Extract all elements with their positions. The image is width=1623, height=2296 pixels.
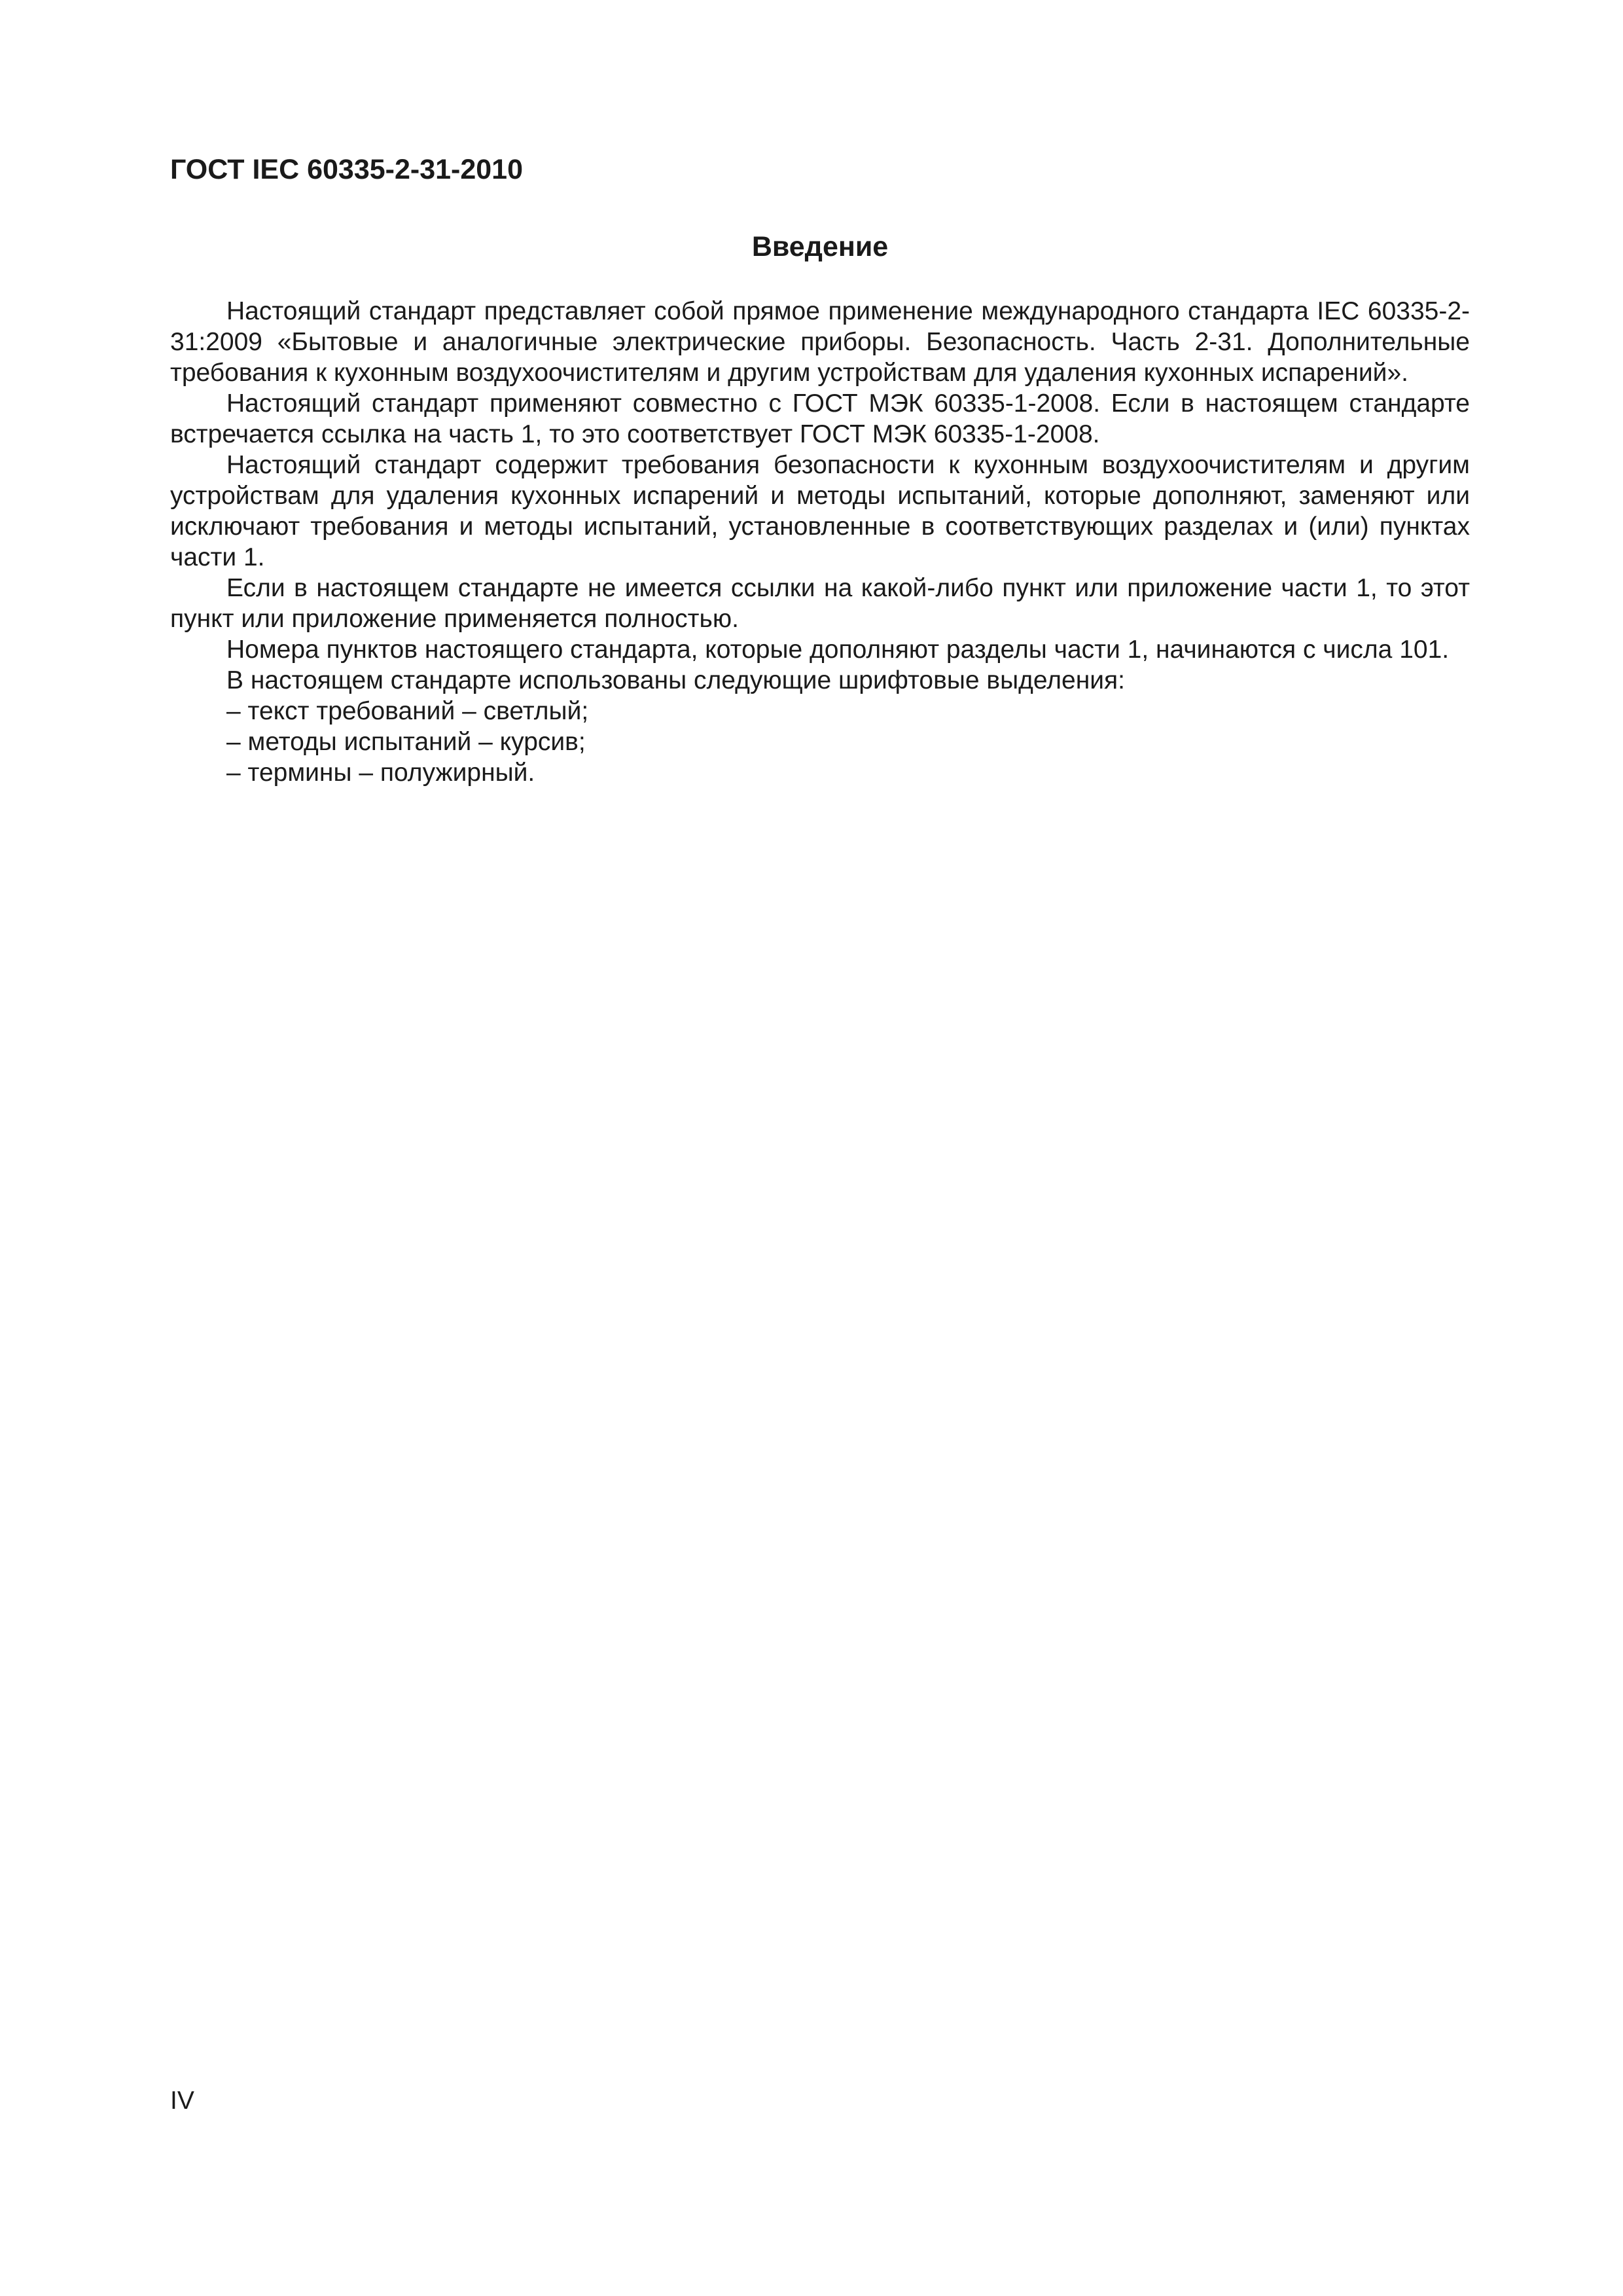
paragraph-3: Настоящий стандарт содержит требования безопасности к кухонным воздухоочистителям и другим устройствам для удаления кухонных испарений и методы испытаний, которые дополняют, заменяют или исключают требования и методы испытаний, установленные в соответствующих разделах и (или) пунктах части 1. (170, 451, 1470, 571)
page-number: IV (170, 2087, 194, 2115)
paragraph-2: Настоящий стандарт применяют совместно с ГОСТ МЭК 60335-1-2008. Если в настоящем стандарте встречается ссылка на часть 1, то это соответствует ГОСТ МЭК 60335-1-2008. (170, 389, 1470, 448)
paragraph-6: В настоящем стандарте использованы следующие шрифтовые выделения: (226, 666, 1125, 694)
section-title: Введение (751, 231, 889, 262)
list-item-1: – текст требований – светлый; (226, 697, 589, 725)
paragraph-5: Номера пунктов настоящего стандарта, которые дополняют разделы части 1, начинаются с числа 101. (226, 636, 1450, 664)
document-body (170, 296, 1470, 788)
list-item-2: – методы испытаний – курсив; (226, 728, 586, 756)
paragraph-4: Если в настоящем стандарте не имеется ссылки на какой-либо пункт или приложение части 1, то этот пункт или приложение применяется полностью. (170, 574, 1470, 633)
document-code-header: ГОСТ IEC 60335-2-31-2010 (170, 154, 524, 185)
list-item-3: – термины – полужирный. (226, 759, 535, 787)
paragraph-1: Настоящий стандарт представляет собой прямое применение международного стандарта IEC 60335-2-31:2009 «Бытовые и аналогичные электрические приборы. Безопасность. Часть 2-31. Дополнительные требования к кухонным воздухоочистителям и другим устройствам для удаления кухонных испарений». (170, 297, 1470, 387)
